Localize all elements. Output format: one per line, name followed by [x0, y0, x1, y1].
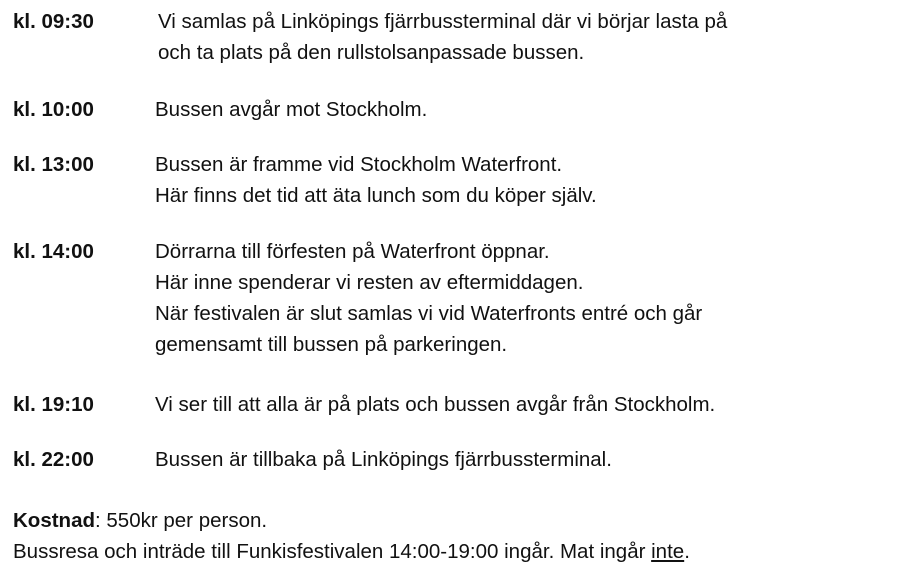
schedule-description-line: Här finns det tid att äta lunch som du köper själv.	[155, 184, 597, 207]
schedule-description	[158, 6, 727, 68]
schedule-description-line: Bussen avgår mot Stockholm.	[155, 98, 428, 121]
schedule-document	[13, 0, 898, 574]
schedule-time: kl. 22:00	[13, 448, 94, 471]
schedule-description	[155, 236, 702, 360]
schedule-description-line: och ta plats på den rullstolsanpassade bussen.	[158, 41, 585, 64]
schedule-description-line: Vi samlas på Linköpings fjärrbussterminal där vi börjar lasta på	[158, 10, 728, 33]
schedule-description	[155, 94, 427, 125]
schedule-time: kl. 19:10	[13, 393, 94, 416]
schedule-time: kl. 09:30	[13, 10, 94, 33]
schedule-description-line: Vi ser till att alla är på plats och bussen avgår från Stockholm.	[155, 393, 716, 416]
cost-details-emphasis: inte	[651, 540, 685, 563]
schedule-time: kl. 13:00	[13, 153, 94, 176]
schedule-description-line: När festivalen är slut samlas vi vid Waterfronts entré och går	[155, 302, 703, 325]
cost-label: Kostnad	[13, 509, 95, 532]
cost-details	[13, 536, 690, 567]
cost-value: : 550kr per person.	[95, 509, 268, 532]
schedule-description-line: Bussen är tillbaka på Linköpings fjärrbussterminal.	[155, 448, 612, 471]
schedule-description	[155, 444, 612, 475]
cost-details-suffix: .	[684, 540, 690, 563]
cost-details-text: Bussresa och inträde till Funkisfestivalen 14:00-19:00 ingår. Mat ingår	[13, 540, 652, 563]
schedule-description-line: Här inne spenderar vi resten av eftermiddagen.	[155, 271, 584, 294]
schedule-description	[155, 149, 597, 211]
schedule-description	[155, 389, 715, 420]
schedule-description-line: Dörrarna till förfesten på Waterfront öppnar.	[155, 240, 550, 263]
schedule-time: kl. 14:00	[13, 240, 94, 263]
schedule-description-line: Bussen är framme vid Stockholm Waterfront.	[155, 153, 563, 176]
cost-line	[13, 505, 690, 536]
schedule-time: kl. 10:00	[13, 98, 94, 121]
schedule-description-line: gemensamt till bussen på parkeringen.	[155, 333, 508, 356]
cost-section	[13, 505, 690, 567]
